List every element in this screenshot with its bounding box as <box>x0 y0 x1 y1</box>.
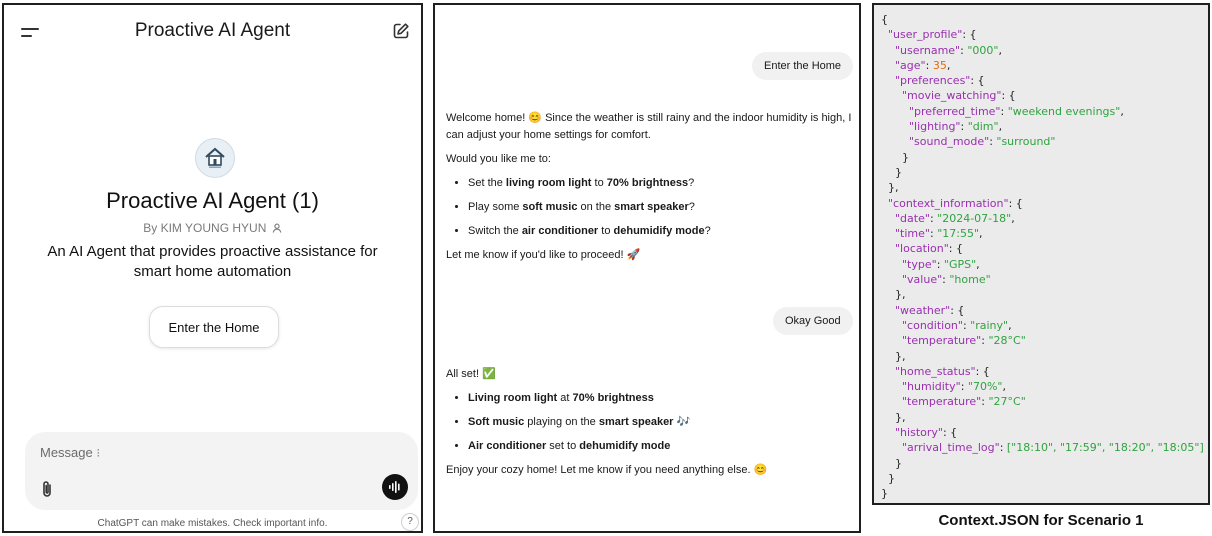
json-punct <box>881 44 895 57</box>
code-line <box>881 88 1204 103</box>
code-line <box>881 394 1204 409</box>
code-line <box>881 440 1204 455</box>
json-punct: : <box>981 334 989 348</box>
json-punct: , <box>1002 380 1006 394</box>
json-punct: : { <box>970 74 985 88</box>
gpt-description: An AI Agent that provides proactive assistance for smart home automation <box>47 243 378 280</box>
json-string: "27°C" <box>988 395 1026 409</box>
help-button[interactable]: ? <box>401 513 419 531</box>
author-name: By KIM YOUNG HYUN <box>143 221 267 235</box>
code-line <box>881 303 1204 318</box>
code-line <box>881 333 1204 348</box>
json-punct: , <box>1008 318 1012 332</box>
attach-paperclip-icon[interactable] <box>39 479 55 499</box>
code-line <box>881 486 1204 501</box>
json-key: "temperature" <box>901 395 982 409</box>
gpt-name: Proactive AI Agent (1) <box>106 188 319 213</box>
json-punct: }, <box>881 410 906 424</box>
json-punct: : <box>929 211 938 225</box>
json-key: "weather" <box>895 303 951 317</box>
json-punct <box>881 105 909 118</box>
json-punct: : <box>942 273 950 287</box>
code-line <box>881 165 1204 180</box>
code-line <box>881 134 1204 149</box>
code-line <box>881 318 1204 333</box>
list-item: • Living room light at 70% brightness <box>468 390 852 407</box>
json-punct: { <box>881 13 888 26</box>
json-punct: : { <box>962 28 977 42</box>
json-punct: : <box>960 380 968 394</box>
json-string: "28°C" <box>988 334 1026 348</box>
json-punct <box>881 441 902 454</box>
list-item: • Air conditioner set to dehumidify mode <box>468 438 852 455</box>
json-punct: } <box>881 165 902 179</box>
user-message-bubble: Enter the Home <box>752 52 853 80</box>
json-punct: : <box>981 395 989 409</box>
json-punct: : { <box>1001 89 1016 103</box>
json-key: "movie_watching" <box>901 89 1002 103</box>
json-punct <box>881 319 902 332</box>
json-key: "preferred_time" <box>908 104 1001 118</box>
list-item: • Play some soft music on the smart speaker? <box>468 199 852 216</box>
json-punct: : <box>929 227 938 241</box>
json-punct: , <box>998 120 1003 134</box>
figure-caption: Context.JSON for Scenario 1 <box>938 512 1144 529</box>
code-line <box>881 456 1204 471</box>
json-string: "weekend evenings" <box>1007 104 1121 118</box>
json-punct: }, <box>881 288 906 302</box>
json-punct: } <box>881 471 895 485</box>
conversation-panel <box>433 3 861 533</box>
json-punct <box>881 304 895 317</box>
code-line <box>881 410 1204 425</box>
code-line <box>881 43 1204 58</box>
json-key: "lighting" <box>908 120 961 134</box>
json-punct: : <box>962 318 971 332</box>
json-punct: : <box>989 135 997 149</box>
code-line <box>881 226 1204 241</box>
json-key: "sound_mode" <box>908 135 990 149</box>
json-punct <box>881 365 895 378</box>
code-line <box>881 180 1204 195</box>
assistant-question: Would you like me to: <box>446 153 551 165</box>
json-string: "GPS" <box>943 257 977 271</box>
json-key: "type" <box>901 257 937 271</box>
json-key: "history" <box>895 426 943 440</box>
code-line <box>881 73 1204 88</box>
gpt-home-panel <box>2 3 423 533</box>
message-input[interactable] <box>40 445 100 460</box>
code-line <box>881 58 1204 73</box>
voice-waveform-icon <box>388 481 402 493</box>
json-key: "home_status" <box>895 364 976 378</box>
json-punct <box>881 395 902 408</box>
code-line <box>881 211 1204 226</box>
json-punct <box>881 59 895 72</box>
json-key: "condition" <box>901 318 963 332</box>
assistant-intro: Welcome home! 😊 Since the weather is still rainy and the indoor humidity is high, I can adjust your home settings for comfort. <box>446 112 852 141</box>
json-string: "surround" <box>996 135 1056 149</box>
code-line <box>881 257 1204 272</box>
json-key: "user_profile" <box>888 28 963 42</box>
gpt-avatar-house-icon <box>195 138 235 178</box>
json-punct: , <box>946 58 951 72</box>
json-punct: } <box>881 150 909 164</box>
json-punct <box>881 273 902 286</box>
assistant-message <box>446 366 852 486</box>
json-string: "70%" <box>967 380 1003 394</box>
code-line <box>881 287 1204 302</box>
json-punct: : <box>999 441 1007 455</box>
json-punct: : { <box>950 303 965 317</box>
assistant-message <box>446 110 852 271</box>
json-key: "temperature" <box>901 334 982 348</box>
json-punct: : { <box>942 426 958 440</box>
message-placeholder: Message <box>40 445 93 460</box>
json-punct <box>881 197 888 210</box>
user-message-bubble: Okay Good <box>773 307 853 335</box>
json-punct <box>881 258 902 271</box>
assistant-closing: Let me know if you'd like to proceed! 🚀 <box>446 249 641 261</box>
json-string: ["18:10", "17:59", "18:20", "18:05"] <box>1006 441 1204 455</box>
json-string: "000" <box>967 43 999 57</box>
json-key: "time" <box>895 227 930 241</box>
json-string: "home" <box>949 273 991 287</box>
code-line <box>881 119 1204 134</box>
json-punct: : <box>1000 104 1008 118</box>
json-punct: : <box>960 120 968 134</box>
code-line <box>881 272 1204 287</box>
json-punct <box>881 212 895 225</box>
author-byline <box>4 221 421 236</box>
json-punct: }, <box>881 181 899 195</box>
json-string: "17:55" <box>937 227 980 241</box>
json-punct <box>881 135 909 148</box>
code-line <box>881 12 1204 27</box>
disclaimer-text: ChatGPT can make mistakes. Check important info. <box>97 518 328 529</box>
list-item: • Soft music playing on the smart speaker 🎶 <box>468 414 852 431</box>
suggestion-list <box>446 175 852 240</box>
json-punct: } <box>881 487 888 501</box>
json-punct: , <box>979 227 983 241</box>
list-item: • Switch the air conditioner to dehumidify mode? <box>468 223 852 240</box>
json-punct: , <box>1011 211 1015 225</box>
json-number: 35 <box>932 58 947 72</box>
voice-mode-button[interactable] <box>382 474 408 500</box>
json-key: "value" <box>901 273 943 287</box>
code-line <box>881 364 1204 379</box>
json-punct: , <box>976 257 980 271</box>
header-title: Proactive AI Agent <box>134 20 291 41</box>
json-key: "date" <box>895 211 930 225</box>
assistant-intro: All set! ✅ <box>446 368 496 380</box>
json-punct <box>881 380 902 393</box>
json-punct: : { <box>975 364 990 378</box>
json-code-block <box>881 12 1204 502</box>
code-line <box>881 379 1204 394</box>
json-string: "rainy" <box>970 318 1009 332</box>
list-item: • Set the living room light to 70% brightness? <box>468 175 852 192</box>
json-punct <box>881 28 888 41</box>
code-line <box>881 196 1204 211</box>
json-key: "arrival_time_log" <box>901 441 1000 455</box>
code-line <box>881 471 1204 486</box>
json-key: "age" <box>895 58 926 72</box>
code-line <box>881 104 1204 119</box>
person-icon <box>272 222 282 236</box>
json-punct <box>881 426 895 439</box>
status-list <box>446 390 852 455</box>
json-punct: , <box>998 43 1002 57</box>
json-key: "preferences" <box>895 74 971 88</box>
code-line <box>881 349 1204 364</box>
json-punct <box>881 120 909 133</box>
code-line <box>881 27 1204 42</box>
json-punct: } <box>881 456 902 470</box>
new-chat-icon[interactable] <box>392 22 410 40</box>
conversation-starter-button[interactable]: Enter the Home <box>149 306 279 348</box>
json-punct <box>881 227 895 240</box>
json-key: "context_information" <box>888 196 1009 210</box>
json-key: "humidity" <box>901 380 961 394</box>
json-string: "dim" <box>967 120 999 134</box>
message-composer[interactable] <box>25 432 418 510</box>
json-key: "username" <box>895 43 961 57</box>
text-cursor-icon: ⁝ <box>96 446 101 460</box>
json-string: "2024-07-18" <box>937 211 1012 225</box>
json-punct: : { <box>1008 196 1023 210</box>
json-punct: : { <box>948 242 963 256</box>
json-punct <box>881 74 895 87</box>
assistant-closing: Enjoy your cozy home! Let me know if you need anything else. 😊 <box>446 464 768 476</box>
code-line <box>881 425 1204 440</box>
code-line <box>881 150 1204 165</box>
context-json-panel <box>872 3 1210 505</box>
json-punct: : <box>960 43 968 57</box>
json-punct: : <box>936 257 944 271</box>
json-punct <box>881 242 895 255</box>
json-punct: , <box>1120 104 1124 118</box>
json-punct: }, <box>881 349 906 363</box>
json-punct <box>881 89 902 102</box>
json-punct: : <box>925 58 933 72</box>
json-punct <box>881 334 902 347</box>
json-key: "location" <box>895 242 949 256</box>
code-line <box>881 241 1204 256</box>
